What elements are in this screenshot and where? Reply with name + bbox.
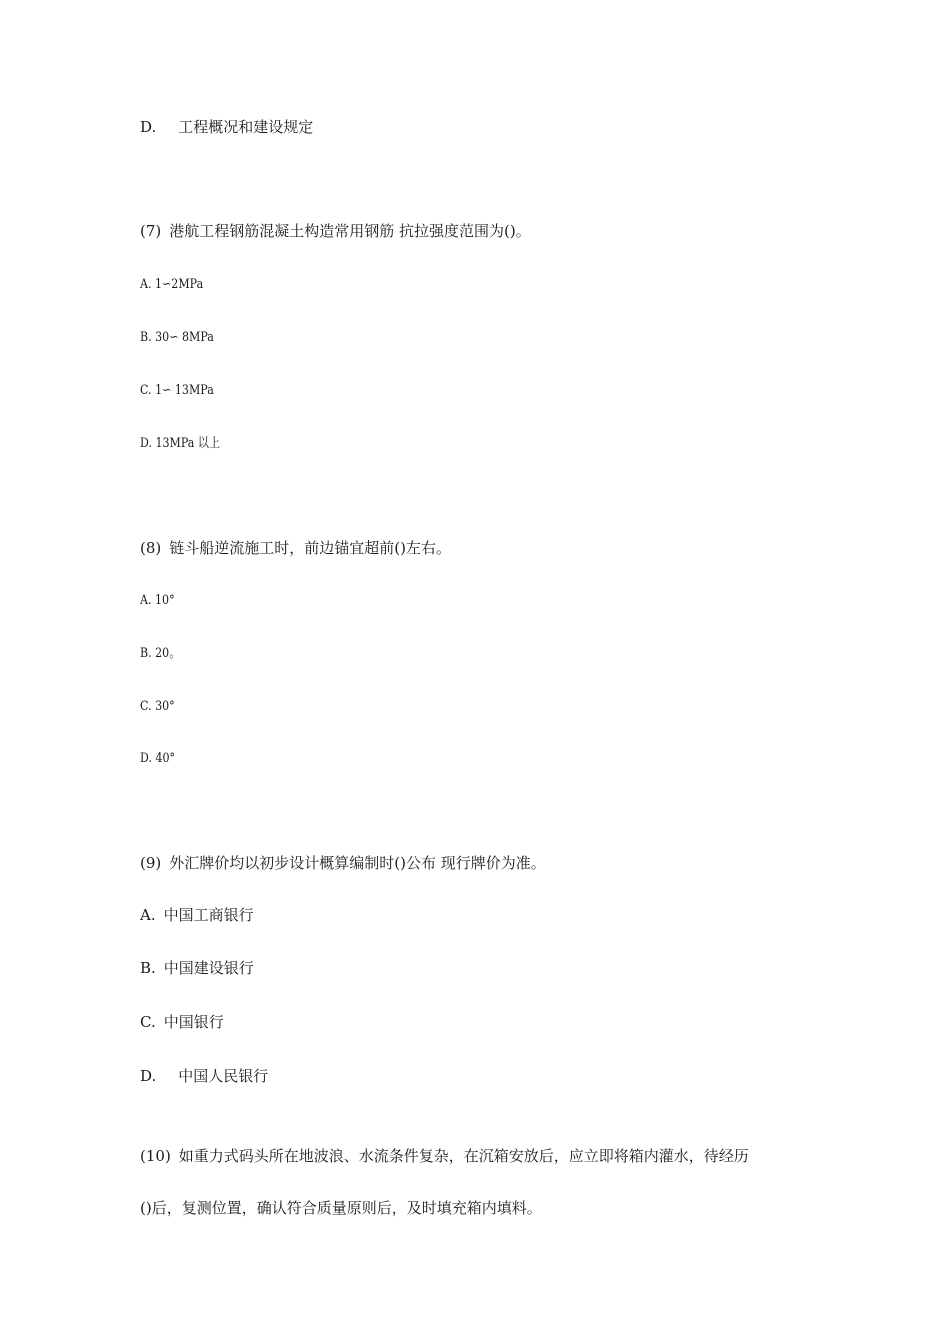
q10-stem-line2: ()后，复测位置，确认符合质量原则后，及时填充箱内填料。 — [140, 1199, 542, 1217]
question-text: 链斗船逆流施工时，前边锚宜超前()左右。 — [169, 539, 451, 557]
option-label: D. — [140, 118, 157, 136]
question-number: (7) — [140, 222, 162, 240]
question-text: 如重力式码头所在地波浪、水流条件复杂，在沉箱安放后，应立即将箱内灌水，待经历 — [178, 1147, 749, 1165]
q6-option-d — [140, 117, 313, 137]
option-label: B. — [140, 959, 156, 977]
q9-option-d — [140, 1066, 268, 1086]
q9-stem — [140, 853, 546, 873]
option-text: 中国建设银行 — [163, 959, 254, 977]
question-number: (10) — [140, 1147, 171, 1165]
question-text: 外汇牌价均以初步设计概算编制时()公布 现行牌价为准。 — [169, 854, 546, 872]
q8-stem — [140, 538, 451, 558]
q8-option-a: A. 10° — [140, 593, 175, 608]
q7-option-c: C. 1∽ 13MPa — [140, 383, 214, 398]
option-label: D. — [140, 1067, 157, 1085]
option-label: C. — [140, 1013, 156, 1031]
q7-option-d: D. 13MPa 以上 — [140, 436, 221, 451]
q8-option-c: C. 30° — [140, 699, 175, 714]
option-text: 中国人民银行 — [178, 1067, 269, 1085]
question-number: (9) — [140, 854, 162, 872]
option-label: A. — [140, 906, 156, 924]
q9-option-a — [140, 905, 254, 925]
question-text: 港航工程钢筋混凝土构造常用钢筋 抗拉强度范围为()。 — [169, 222, 531, 240]
option-text: 中国工商银行 — [163, 906, 254, 924]
q8-option-d: D. 40° — [140, 751, 176, 766]
q8-option-b: B. 20。 — [140, 646, 181, 661]
option-text: 工程概况和建设规定 — [178, 118, 314, 136]
q9-option-b — [140, 958, 254, 978]
q7-option-b: B. 30∽ 8MPa — [140, 330, 214, 345]
q7-stem — [140, 221, 531, 241]
q7-option-a: A. 1∽2MPa — [140, 277, 204, 292]
question-number: (8) — [140, 539, 162, 557]
q10-stem-line1 — [140, 1146, 749, 1166]
q9-option-c — [140, 1012, 224, 1032]
option-text: 中国银行 — [163, 1013, 224, 1031]
